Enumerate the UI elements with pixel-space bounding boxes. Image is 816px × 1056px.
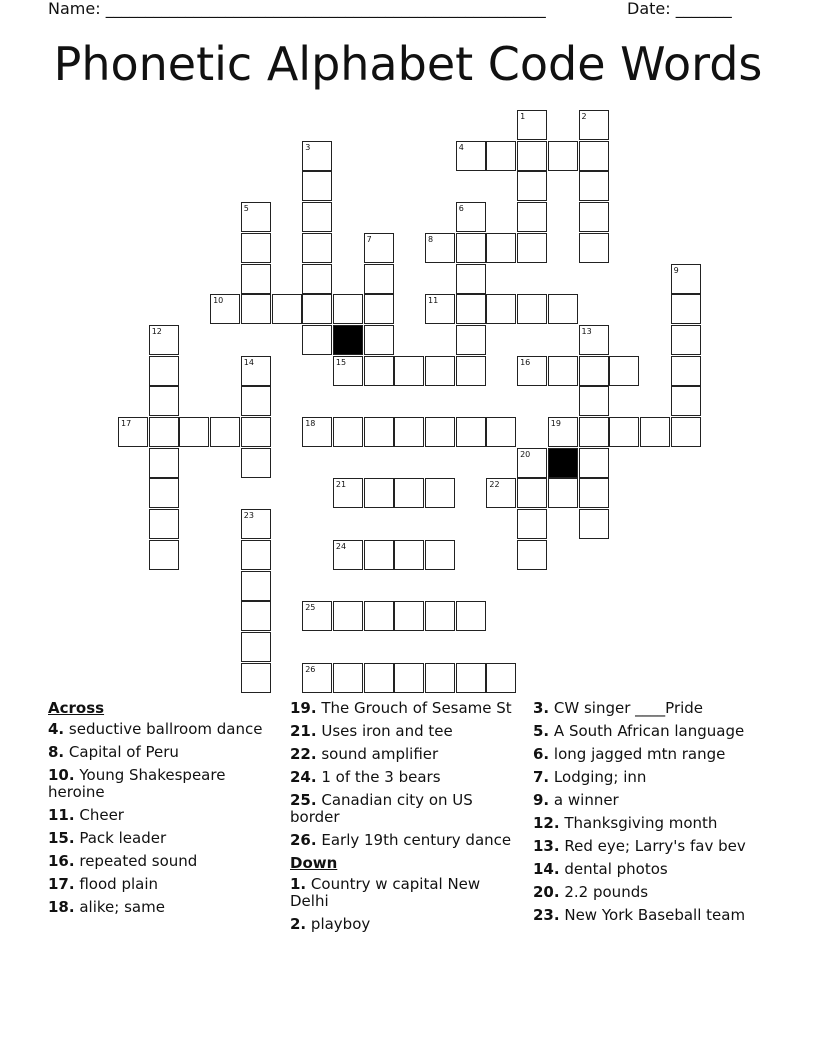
cell-number: 17 — [121, 419, 132, 428]
grid-cell[interactable] — [671, 264, 701, 294]
grid-cell[interactable] — [425, 356, 455, 386]
grid-cell[interactable] — [425, 294, 455, 324]
grid-cell[interactable] — [241, 264, 271, 294]
grid-cell[interactable] — [579, 448, 609, 478]
grid-cell[interactable] — [333, 540, 363, 570]
grid-cell[interactable] — [456, 417, 486, 447]
date-label: Date: — [627, 0, 671, 18]
grid-cell[interactable] — [486, 294, 516, 324]
grid-cell[interactable] — [671, 325, 701, 355]
grid-cell[interactable] — [364, 294, 394, 324]
grid-cell[interactable] — [333, 601, 363, 631]
grid-cell[interactable] — [671, 294, 701, 324]
grid-cell[interactable] — [302, 417, 332, 447]
grid-cell[interactable] — [333, 417, 363, 447]
cell-number: 14 — [243, 357, 254, 367]
grid-cell[interactable] — [149, 448, 179, 478]
grid-cell[interactable] — [149, 540, 179, 570]
grid-cell[interactable] — [241, 509, 271, 539]
grid-cell[interactable] — [394, 540, 424, 570]
cell-number: 1 — [520, 112, 526, 121]
grid-cell[interactable] — [517, 356, 547, 386]
black-cell — [333, 325, 363, 355]
grid-cell[interactable] — [517, 448, 547, 478]
grid-cell[interactable] — [517, 540, 547, 570]
cell-number: 26 — [305, 664, 316, 674]
clue-across-18: 18. alike; same — [48, 898, 165, 916]
clue-across-24: 24. 1 of the 3 bears — [290, 768, 441, 786]
grid-cell[interactable] — [456, 356, 486, 386]
grid-cell[interactable] — [456, 294, 486, 324]
grid-cell[interactable] — [486, 478, 516, 508]
grid-cell[interactable] — [333, 294, 363, 324]
grid-cell[interactable] — [517, 202, 547, 232]
grid-cell[interactable] — [149, 417, 179, 447]
clue-down-12: 12. Thanksgiving month — [533, 814, 718, 832]
grid-cell[interactable] — [302, 202, 332, 232]
grid-cell[interactable] — [579, 325, 609, 355]
grid-cell[interactable] — [394, 663, 424, 693]
grid-cell[interactable] — [548, 141, 578, 171]
grid-cell[interactable] — [149, 325, 179, 355]
grid-cell[interactable] — [609, 356, 639, 386]
grid-cell[interactable] — [671, 386, 701, 416]
grid-cell[interactable] — [241, 386, 271, 416]
grid-cell[interactable] — [425, 417, 455, 447]
cell-number: 25 — [305, 603, 316, 613]
cell-number: 3 — [305, 142, 311, 152]
grid-cell[interactable] — [241, 540, 271, 570]
grid-cell[interactable] — [241, 356, 271, 386]
grid-cell[interactable] — [241, 202, 271, 232]
grid-cell[interactable] — [241, 601, 271, 631]
grid-cell[interactable] — [302, 264, 332, 294]
grid-cell[interactable] — [394, 417, 424, 447]
cell-number: 5 — [243, 204, 249, 214]
page-title: Phonetic Alphabet Code Words — [53, 37, 763, 91]
cell-number: 13 — [581, 326, 592, 336]
grid-cell[interactable] — [364, 540, 394, 570]
grid-cell[interactable] — [364, 356, 394, 386]
grid-cell[interactable] — [333, 663, 363, 693]
grid-cell[interactable] — [302, 171, 332, 201]
grid-cell[interactable] — [640, 417, 670, 447]
clue-down-7: 7. Lodging; inn — [533, 768, 647, 786]
cell-number: 18 — [305, 419, 316, 428]
grid-cell[interactable] — [364, 417, 394, 447]
grid-cell[interactable] — [425, 601, 455, 631]
grid-cell[interactable] — [364, 663, 394, 693]
grid-cell[interactable] — [241, 571, 271, 601]
grid-cell[interactable] — [333, 478, 363, 508]
grid-cell[interactable] — [118, 417, 148, 447]
grid-cell[interactable] — [425, 478, 455, 508]
cell-number: 11 — [428, 296, 439, 306]
grid-cell[interactable] — [394, 478, 424, 508]
clue-across-8: 8. Capital of Peru — [48, 743, 179, 761]
cell-number: 4 — [458, 142, 464, 152]
grid-cell[interactable] — [179, 417, 209, 447]
cell-number: 16 — [520, 357, 531, 367]
down-heading: Down — [290, 854, 338, 872]
grid-cell[interactable] — [517, 233, 547, 263]
cell-number: 8 — [428, 234, 434, 244]
clue-down-1: 1. Country w capital New Delhi — [290, 875, 481, 910]
cell-number: 23 — [243, 511, 254, 521]
clues-column-3 — [533, 700, 773, 930]
grid-cell[interactable] — [548, 478, 578, 508]
clue-across-4: 4. seductive ballroom dance — [48, 720, 263, 738]
grid-cell[interactable] — [517, 509, 547, 539]
grid-cell[interactable] — [241, 663, 271, 693]
cell-number: 20 — [520, 449, 531, 459]
clue-down-5: 5. A South African language — [533, 722, 745, 740]
clue-down-20: 20. 2.2 pounds — [533, 883, 649, 901]
clue-across-11: 11. Cheer — [48, 806, 124, 824]
clue-down-2: 2. playboy — [290, 915, 371, 933]
grid-cell[interactable] — [302, 141, 332, 171]
cell-number: 24 — [335, 541, 347, 551]
grid-cell[interactable] — [364, 601, 394, 631]
clue-down-23: 23. New York Baseball team — [533, 906, 746, 924]
clue-across-10: 10. Young Shakespeare heroine — [48, 766, 226, 801]
grid-cell[interactable] — [302, 294, 332, 324]
grid-cell[interactable] — [517, 294, 547, 324]
grid-cell[interactable] — [579, 509, 609, 539]
name-label: Name: — [48, 0, 101, 18]
grid-cell[interactable] — [456, 141, 486, 171]
across-heading: Across — [48, 699, 105, 717]
grid-cell[interactable] — [302, 233, 332, 263]
grid-cell[interactable] — [579, 171, 609, 201]
grid-cell[interactable] — [579, 356, 609, 386]
grid-cell[interactable] — [548, 417, 578, 447]
grid-cell[interactable] — [579, 386, 609, 416]
grid-cell[interactable] — [364, 478, 394, 508]
grid-cell[interactable] — [425, 233, 455, 263]
grid-cell[interactable] — [149, 509, 179, 539]
grid-cell[interactable] — [394, 601, 424, 631]
clue-across-25: 25. Canadian city on US border — [290, 791, 473, 826]
grid-cell[interactable] — [333, 356, 363, 386]
grid-cell[interactable] — [548, 356, 578, 386]
grid-cell[interactable] — [149, 386, 179, 416]
grid-cell[interactable] — [517, 110, 547, 140]
cell-number: 7 — [366, 234, 372, 244]
grid-cell[interactable] — [394, 356, 424, 386]
cell-number: 21 — [335, 480, 347, 490]
black-cell — [548, 448, 578, 478]
grid-cell[interactable] — [579, 110, 609, 140]
clue-down-6: 6. long jagged mtn range — [533, 745, 726, 763]
grid-cell[interactable] — [486, 233, 516, 263]
grid-cell[interactable] — [149, 356, 179, 386]
grid-cell[interactable] — [517, 171, 547, 201]
grid-cell[interactable] — [149, 478, 179, 508]
grid-cell[interactable] — [241, 233, 271, 263]
grid-cell[interactable] — [302, 601, 332, 631]
clue-down-9: 9. a winner — [533, 791, 619, 809]
cell-number: 6 — [458, 204, 464, 214]
grid-cell[interactable] — [210, 294, 240, 324]
grid-cell[interactable] — [456, 264, 486, 294]
clue-across-15: 15. Pack leader — [48, 829, 167, 847]
grid-cell[interactable] — [456, 233, 486, 263]
clue-across-22: 22. sound amplifier — [290, 745, 439, 763]
grid-cell[interactable] — [364, 233, 394, 263]
cell-number: 2 — [581, 112, 587, 121]
cell-number: 10 — [213, 296, 224, 306]
cell-number: 22 — [489, 480, 500, 490]
cell-number: 19 — [550, 419, 561, 428]
grid-cell[interactable] — [302, 325, 332, 355]
clues-column-1 — [48, 700, 278, 922]
grid-cell[interactable] — [456, 325, 486, 355]
grid-cell[interactable] — [517, 478, 547, 508]
date-blank[interactable]: _______ — [675, 0, 732, 18]
grid-cell[interactable] — [241, 294, 271, 324]
clue-across-21: 21. Uses iron and tee — [290, 722, 453, 740]
grid-cell[interactable] — [579, 233, 609, 263]
clue-across-16: 16. repeated sound — [48, 852, 198, 870]
grid-cell[interactable] — [425, 540, 455, 570]
clue-across-17: 17. flood plain — [48, 875, 159, 893]
grid-cell[interactable] — [579, 202, 609, 232]
grid-cell[interactable] — [364, 325, 394, 355]
grid-cell[interactable] — [579, 141, 609, 171]
grid-cell[interactable] — [241, 417, 271, 447]
clue-down-13: 13. Red eye; Larry's fav bev — [533, 837, 746, 855]
grid-cell[interactable] — [302, 663, 332, 693]
grid-cell[interactable] — [364, 264, 394, 294]
grid-cell[interactable] — [486, 141, 516, 171]
grid-cell[interactable] — [517, 141, 547, 171]
clue-down-3: 3. CW singer ____Pride — [533, 699, 704, 717]
clues-column-2 — [290, 700, 520, 939]
grid-cell[interactable] — [272, 294, 302, 324]
grid-cell[interactable] — [671, 356, 701, 386]
cell-number: 12 — [151, 326, 162, 336]
grid-cell[interactable] — [579, 478, 609, 508]
cell-number: 9 — [673, 265, 679, 275]
grid-cell[interactable] — [241, 632, 271, 662]
grid-cell[interactable] — [456, 663, 486, 693]
name-blank[interactable]: _______________________________________________________ — [105, 0, 546, 18]
clue-across-19: 19. The Grouch of Sesame St — [290, 699, 512, 717]
grid-cell[interactable] — [486, 417, 516, 447]
grid-cell[interactable] — [425, 663, 455, 693]
grid-cell[interactable] — [456, 601, 486, 631]
clue-down-14: 14. dental photos — [533, 860, 668, 878]
clue-across-26: 26. Early 19th century dance — [290, 831, 512, 849]
grid-cell[interactable] — [579, 417, 609, 447]
grid-cell[interactable] — [456, 202, 486, 232]
grid-cell[interactable] — [609, 417, 639, 447]
grid-cell[interactable] — [210, 417, 240, 447]
cell-number: 15 — [335, 357, 347, 367]
grid-cell[interactable] — [486, 663, 516, 693]
grid-cell[interactable] — [548, 294, 578, 324]
grid-cell[interactable] — [671, 417, 701, 447]
grid-cell[interactable] — [241, 448, 271, 478]
